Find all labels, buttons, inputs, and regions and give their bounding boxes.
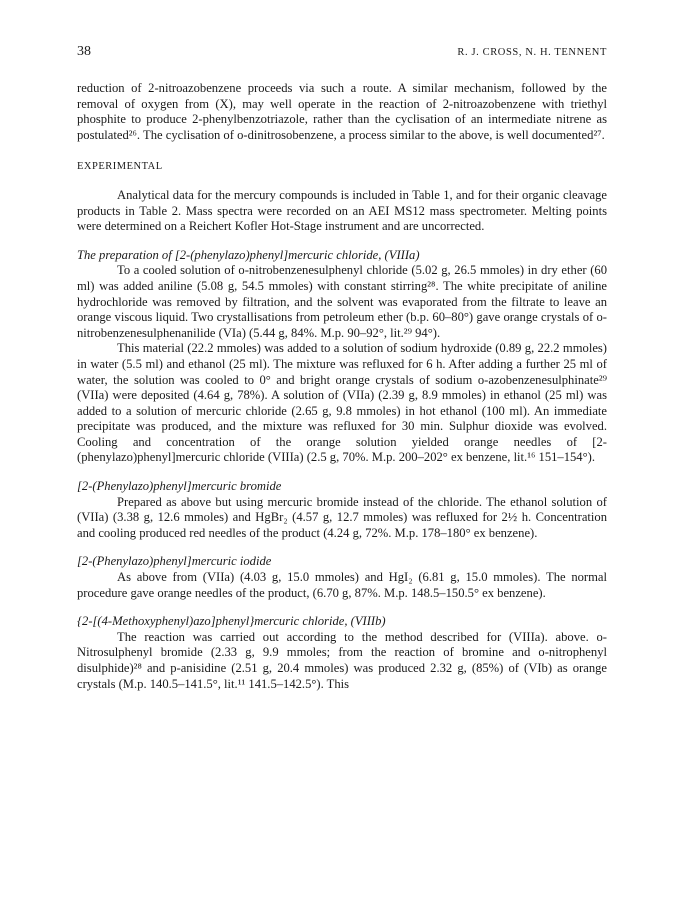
section-heading-viiib: {2-[(4-Methoxyphenyl)azo]phenyl}mercuric chloride, (VIIIb) <box>77 614 386 629</box>
section-iodide-paragraph: As above from (VIIa) (4.03 g, 15.0 mmoles) and HgI₂ (6.81 g, 15.0 mmoles). The normal procedure gave orange needles of the product, (6.70 g, 87%. M.p. 148.5–150.5° ex benzene). <box>77 570 607 600</box>
page-header <box>77 44 607 68</box>
section-viiia-paragraph-1: To a cooled solution of o-nitrobenzenesulphenyl chloride (5.02 g, 26.5 mmoles) in dry ether (60 ml) was added aniline (5.08 g, 54.5 mmoles) with constant stirring²⁸. The white precipitate of aniline hydrochloride was removed by filtration, and the solvent was evaporated from the filtrate to leave an orange viscous liquid. Two crystallisations from petroleum ether (b.p. 60–80°) gave orange crystals of o-nitrobenzenesulphenanilide (VIa) (5.44 g, 84%. M.p. 90–92°, lit.²⁹ 94°). <box>77 263 607 340</box>
section-heading-iodide: [2-(Phenylazo)phenyl]mercuric iodide <box>77 554 272 569</box>
section-viiib-paragraph: The reaction was carried out according to the method described for (VIIIa). above. o-Nitrosulphenyl bromide (2.33 g, 9.9 mmoles; from the reaction of bromine and o-nitrophenyl disulphide)²⁸ and p-anisidine (2.51 g, 20.4 mmoles) was produced 2.32 g, (85%) of (VIb) as orange crystals (M.p. 140.5–141.5°, lit.¹¹ 141.5–142.5°). This <box>77 629 607 691</box>
section-viiia-paragraph-2: This material (22.2 mmoles) was added to a solution of sodium hydroxide (0.89 g, 22.2 mmoles) in water (5.5 ml) and ethanol (25 ml). The mixture was refluxed for 6 h. After adding a further 25 ml of water, the solution was cooled to 0° and bright orange crystals of sodium o-azobenzenesulphinate²⁹ (VIIa) were deposited (4.64 g, 78%). A solution of (VIIa) (2.39 g, 8.9 mmoles) in ethanol (25 ml) was added to a solution of mercuric chloride (2.65 g, 9.8 mmoles) in hot ethanol (100 ml). An immediate precipitate was produced, and the mixture was refluxed for 30 min. Sulphur dioxide was evolved. Cooling and concentration of the orange solution yielded orange needles of [2-(phenylazo)phenyl]mercuric chloride (VIIIa) (2.5 g, 70%. M.p. 200–202° ex benzene, lit.¹⁶ 151–154°). <box>77 341 607 465</box>
experimental-paragraph: Analytical data for the mercury compounds is included in Table 1, and for their organic cleavage products in Table 2. Mass spectra were recorded on an AEI MS12 mass spectrometer. Melting points were determined on a Reichert Kofler Hot-Stage instrument and are uncorrected. <box>77 187 607 234</box>
running-head: R. J. CROSS, N. H. TENNENT <box>457 47 607 58</box>
intro-paragraph: reduction of 2-nitroazobenzene proceeds via such a route. A similar mechanism, followed by the removal of oxygen from (X), may well operate in the reaction of 2-nitroazobenzene with triethyl phosphite to produce 2-phenylbenzotriazole, rather than the cyclisation of an intermediate nitrene as postulated²⁶. The cyclisation of o-dinitrosobenzene, a process similar to the above, is well documented²⁷. <box>77 81 607 142</box>
section-heading-viiia: The preparation of [2-(phenylazo)phenyl]mercuric chloride, (VIIIa) <box>77 247 420 262</box>
page <box>77 44 607 692</box>
section-bromide-paragraph: Prepared as above but using mercuric bromide instead of the chloride. The ethanol solution of (VIIa) (3.38 g, 12.6 mmoles) and HgBr₂ (4.57 g, 12.7 mmoles) was refluxed for 2½ h. Concentration and cooling produced red needles of the product (4.24 g, 72%. M.p. 178–180° ex benzene). <box>77 494 607 540</box>
body-text <box>77 81 607 692</box>
page-number: 38 <box>77 44 91 59</box>
experimental-heading: EXPERIMENTAL <box>77 161 163 173</box>
section-heading-bromide: [2-(Phenylazo)phenyl]mercuric bromide <box>77 479 282 494</box>
